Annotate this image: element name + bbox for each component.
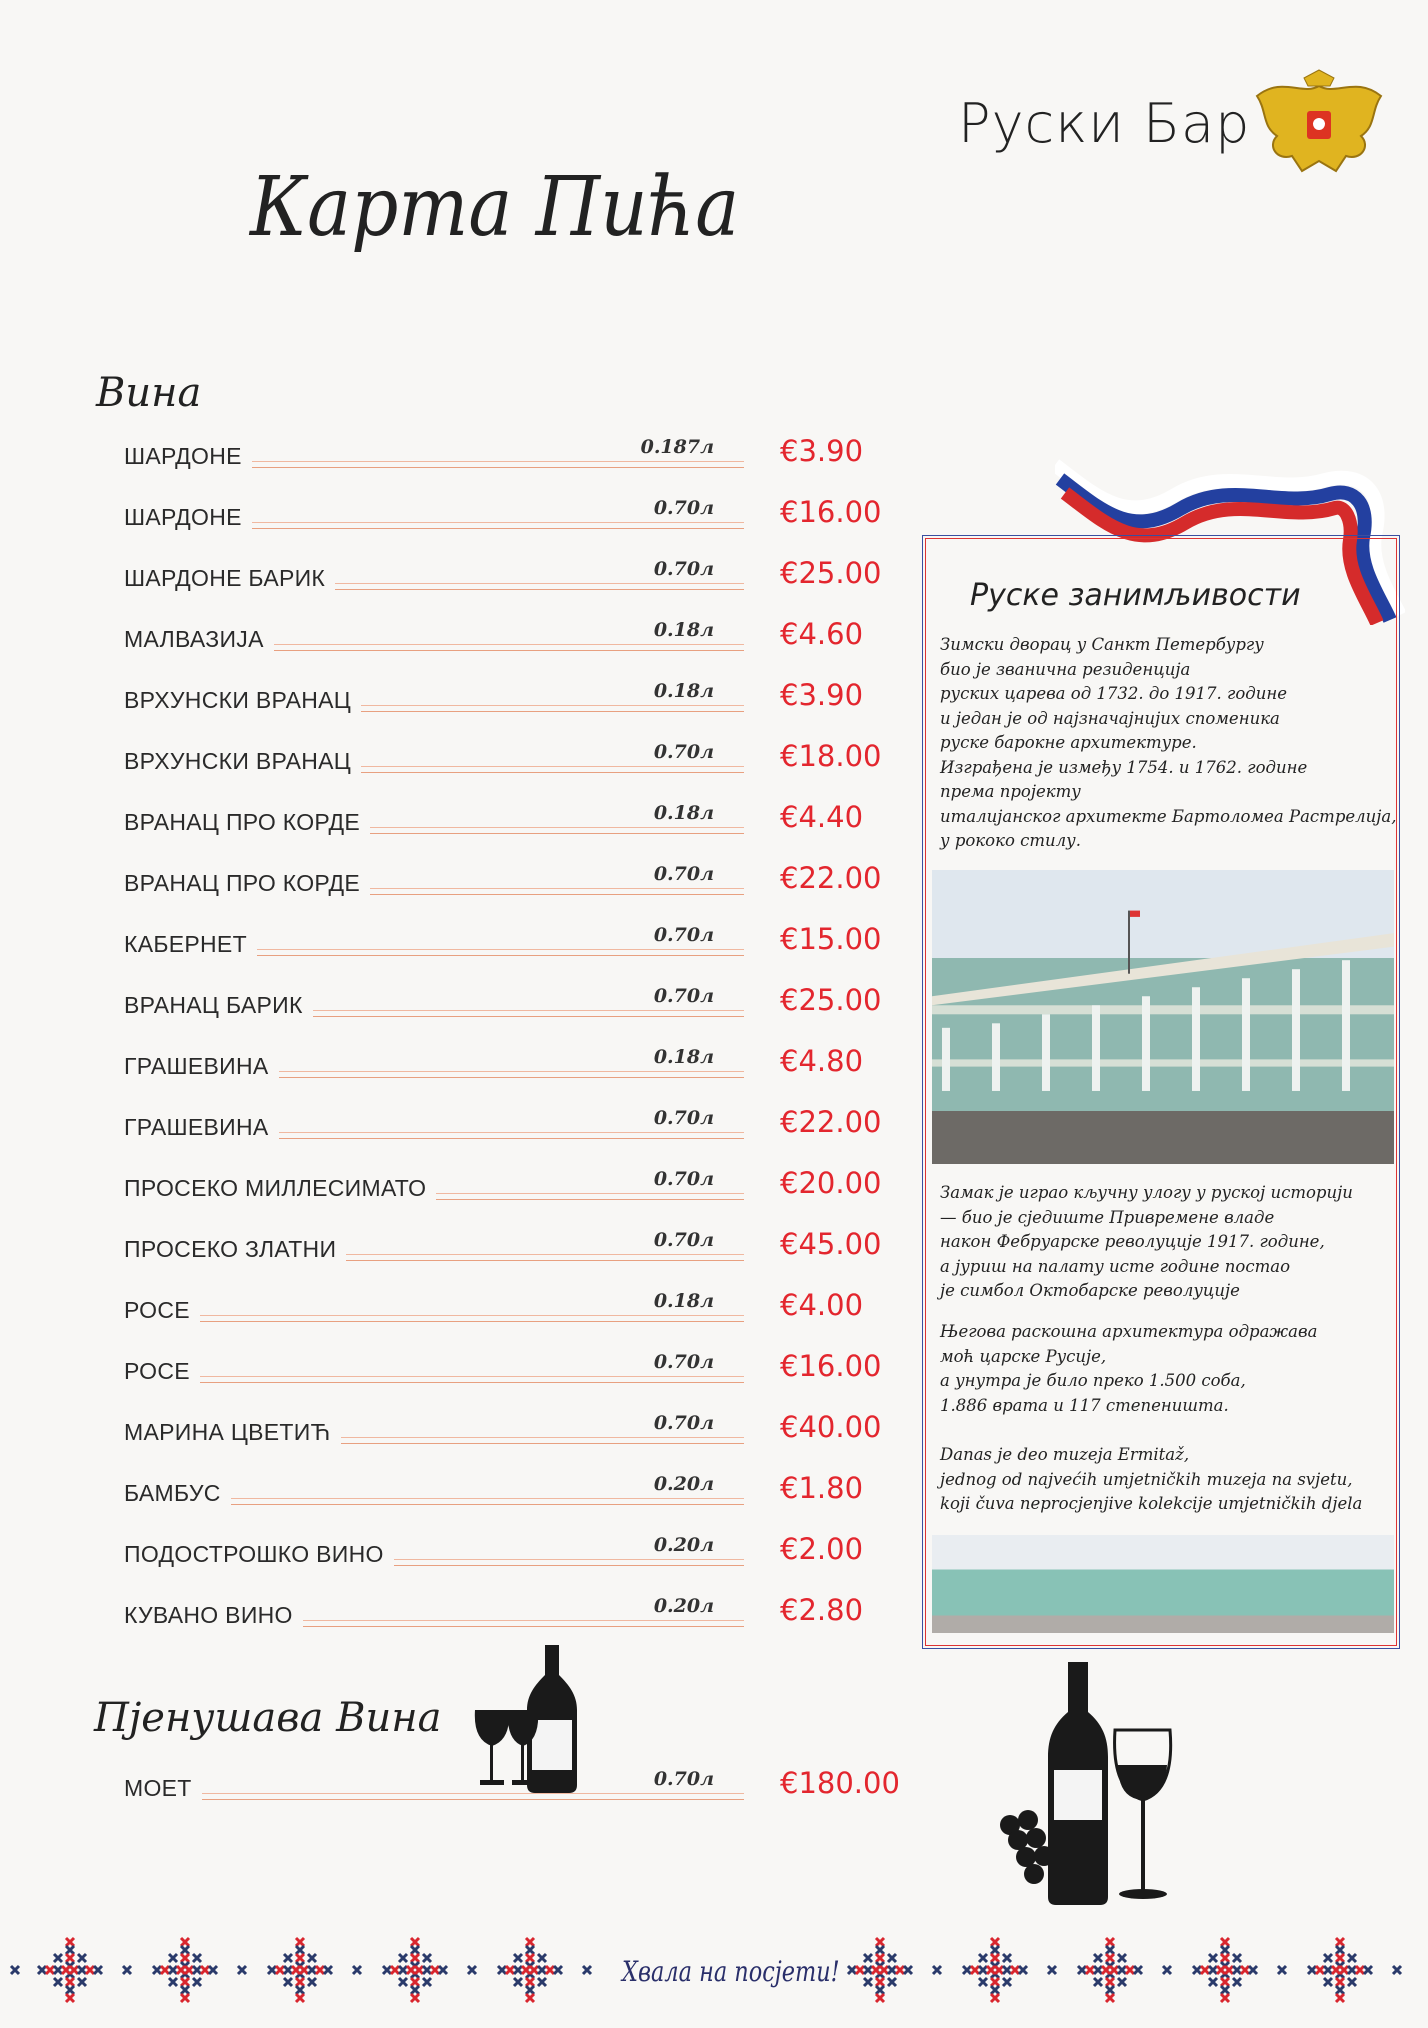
panel-text-line: Зимски дворац у Санкт Петербургу <box>940 635 1264 654</box>
dotted-leader-line <box>335 583 744 590</box>
item-price: €25.00 <box>780 556 882 590</box>
item-price: €22.00 <box>780 861 882 895</box>
item-name: ВРХУНСКИ ВРАНАЦ <box>124 687 352 713</box>
item-volume: 0.70л <box>653 1351 714 1373</box>
panel-title: Руске занимљивости <box>970 578 1301 613</box>
menu-item-row <box>124 733 904 783</box>
dotted-leader-line <box>370 888 744 895</box>
panel-text-line: руске барокне архитектуре. <box>940 733 1197 752</box>
menu-item-row <box>124 916 904 966</box>
item-price: €4.00 <box>780 1288 864 1322</box>
menu-item-row <box>124 672 904 722</box>
panel-text-line: је симбол Октобарске револуције <box>940 1281 1240 1300</box>
panel-text-line: био је званична резиденција <box>940 659 1191 679</box>
item-price: €22.00 <box>780 1105 882 1139</box>
item-price: €16.00 <box>780 495 882 529</box>
item-volume: 0.18л <box>653 680 714 702</box>
panel-text-line: 1.886 врата и 117 степеништа. <box>940 1395 1229 1415</box>
menu-item-row <box>124 1526 904 1576</box>
item-volume: 0.20л <box>653 1595 714 1617</box>
item-name: МАЛВАЗИЈА <box>124 626 264 652</box>
item-price: €3.90 <box>780 434 864 468</box>
item-price: €15.00 <box>780 922 882 956</box>
item-volume: 0.70л <box>653 497 714 519</box>
embroidery-motif <box>963 1938 1056 2002</box>
item-volume: 0.18л <box>653 802 714 824</box>
panel-text-line: Замак је играо кључну улогу у руској историји <box>940 1183 1353 1202</box>
item-volume: 0.70л <box>653 863 714 885</box>
menu-item-row <box>124 1465 904 1515</box>
panel-text-line: моћ царске Русије, <box>940 1346 1107 1366</box>
menu-title: Карта Пића <box>250 160 740 255</box>
item-volume: 0.20л <box>653 1473 714 1495</box>
item-name: МОЕТ <box>124 1775 192 1801</box>
russian-coat-of-arms-icon <box>1252 66 1386 184</box>
hermitage-photo <box>932 1535 1394 1633</box>
item-volume: 0.70л <box>653 985 714 1007</box>
panel-text-line: и један је од најзначајнијих споменика <box>940 708 1280 728</box>
panel-text-line: koji čuva neprocjenjive kolekcije umjetničkih djela <box>940 1494 1363 1513</box>
item-name: КУВАНО ВИНО <box>124 1602 293 1628</box>
embroidery-motif <box>153 1938 246 2002</box>
menu-item-row <box>124 1038 904 1088</box>
menu-item-row <box>124 1282 904 1332</box>
item-name: ПРОСЕКО ЗЛАТНИ <box>124 1236 337 1262</box>
panel-text-line: а јуриш на палату исте године постао <box>940 1256 1291 1276</box>
item-volume: 0.70л <box>653 1107 714 1129</box>
winter-palace-photo <box>932 870 1394 1164</box>
item-name: ВРАНАЦ ПРО КОРДЕ <box>124 870 361 896</box>
dotted-leader-line <box>436 1193 744 1200</box>
item-name: ГРАШЕВИНА <box>124 1114 269 1140</box>
item-volume: 0.70л <box>653 1412 714 1434</box>
item-name: ВРАНАЦ БАРИК <box>124 992 303 1018</box>
dotted-leader-line <box>361 705 744 712</box>
item-name: ГРАШЕВИНА <box>124 1053 269 1079</box>
item-volume: 0.70л <box>653 1229 714 1251</box>
embroidery-motif <box>498 1938 591 2002</box>
item-name: МАРИНА ЦВЕТИЋ <box>124 1419 331 1445</box>
menu-item-row <box>124 1099 904 1149</box>
item-volume: 0.70л <box>653 558 714 580</box>
panel-text-line: руских царева од 1732. до 1917. године <box>940 684 1287 703</box>
dotted-leader-line <box>303 1620 744 1627</box>
item-price: €4.60 <box>780 617 864 651</box>
item-name: ШАРДОНЕ <box>124 504 242 530</box>
item-price: €1.80 <box>780 1471 864 1505</box>
item-price: €16.00 <box>780 1349 882 1383</box>
item-price: €4.40 <box>780 800 864 834</box>
item-price: €20.00 <box>780 1166 882 1200</box>
item-name: ПОДОСТРОШКО ВИНО <box>124 1541 384 1567</box>
dotted-leader-line <box>274 644 744 651</box>
panel-text-line: према пројекту <box>940 782 1081 801</box>
item-price: €4.80 <box>780 1044 864 1078</box>
menu-item-row <box>124 1760 904 1810</box>
menu-item-row <box>124 977 904 1027</box>
dotted-leader-line <box>394 1559 744 1566</box>
embroidery-motif <box>383 1938 476 2002</box>
menu-item-row <box>124 1221 904 1271</box>
panel-text-line: у рококо стилу. <box>940 831 1081 850</box>
panel-paragraph-3 <box>940 1320 1317 1418</box>
menu-item-row <box>124 428 904 478</box>
menu-item-row <box>124 1404 904 1454</box>
dotted-leader-line <box>257 949 744 956</box>
dotted-leader-line <box>231 1498 744 1505</box>
item-price: €3.90 <box>780 678 864 712</box>
panel-paragraph-2 <box>940 1181 1353 1304</box>
embroidery-motif <box>848 1938 941 2002</box>
embroidery-motif <box>38 1938 131 2002</box>
bar-name: Руски Бар <box>958 92 1251 155</box>
menu-item-row <box>124 1587 904 1637</box>
item-volume: 0.70л <box>653 741 714 763</box>
wines-section-title: Вина <box>96 370 202 416</box>
panel-text-line: Његова раскошна архитектура одражава <box>940 1322 1318 1341</box>
menu-item-row <box>124 489 904 539</box>
item-price: €25.00 <box>780 983 882 1017</box>
dotted-leader-line <box>346 1254 744 1261</box>
panel-paragraph-1 <box>940 633 1396 854</box>
dotted-leader-line <box>279 1132 744 1139</box>
dotted-leader-line <box>313 1010 744 1017</box>
menu-item-row <box>124 550 904 600</box>
dotted-leader-line <box>370 827 744 834</box>
dotted-leader-line <box>279 1071 744 1078</box>
dotted-leader-line <box>200 1376 744 1383</box>
embroidery-motif <box>1308 1938 1401 2002</box>
panel-paragraph-4 <box>940 1443 1362 1517</box>
item-volume: 0.20л <box>653 1534 714 1556</box>
item-name: РОСЕ <box>124 1297 190 1323</box>
item-name: ВРАНАЦ ПРО КОРДЕ <box>124 809 361 835</box>
sparkling-section-title: Пјенушава Вина <box>94 1695 442 1741</box>
item-price: €18.00 <box>780 739 882 773</box>
dotted-leader-line <box>202 1793 744 1800</box>
dotted-leader-line <box>252 461 744 468</box>
panel-text-line: а унутра је било преко 1.500 соба, <box>940 1371 1246 1390</box>
panel-text-line: Danas je deo muzeja Ermitaž, <box>940 1445 1190 1464</box>
thank-you-message: Хвала на посјети! <box>622 1955 840 1988</box>
item-name: РОСЕ <box>124 1358 190 1384</box>
item-volume: 0.70л <box>653 1768 714 1790</box>
item-price: €180.00 <box>780 1766 900 1800</box>
item-name: БАМБУС <box>124 1480 221 1506</box>
item-volume: 0.18л <box>653 1046 714 1068</box>
panel-text-line: — био је сједиште Привремене владе <box>940 1207 1275 1227</box>
panel-text-line: након Фебруарске револуције 1917. године, <box>940 1232 1325 1251</box>
item-name: ШАРДОНЕ <box>124 443 242 469</box>
wine-bottle-grapes-glass-icon <box>990 1660 1190 1910</box>
item-volume: 0.18л <box>653 1290 714 1312</box>
menu-item-row <box>124 794 904 844</box>
item-name: ВРХУНСКИ ВРАНАЦ <box>124 748 352 774</box>
embroidery-motif <box>1078 1938 1171 2002</box>
item-name: КАБЕРНЕТ <box>124 931 247 957</box>
menu-item-row <box>124 855 904 905</box>
dotted-leader-line <box>361 766 744 773</box>
menu-item-row <box>124 1343 904 1393</box>
panel-text-line: jednog od najvećih umjetničkih muzeja na svjetu, <box>940 1469 1353 1489</box>
item-price: €2.00 <box>780 1532 864 1566</box>
menu-item-row <box>124 1160 904 1210</box>
embroidery-motif <box>1193 1938 1286 2002</box>
item-price: €2.80 <box>780 1593 864 1627</box>
item-name: ШАРДОНЕ БАРИК <box>124 565 326 591</box>
panel-text-line: италијанског архитекте Бартоломеа Растрелија, <box>940 806 1397 826</box>
panel-text-line: Изграђена је између 1754. и 1762. године <box>940 757 1308 777</box>
menu-item-row <box>124 611 904 661</box>
item-name: ПРОСЕКО МИЛЛЕСИМАТО <box>124 1175 427 1201</box>
item-volume: 0.70л <box>653 1168 714 1190</box>
winter-palace-illustration <box>932 870 1394 1164</box>
item-price: €40.00 <box>780 1410 882 1444</box>
item-volume: 0.187л <box>640 436 714 458</box>
item-volume: 0.70л <box>653 924 714 946</box>
dotted-leader-line <box>200 1315 744 1322</box>
dotted-leader-line <box>252 522 744 529</box>
item-price: €45.00 <box>780 1227 882 1261</box>
dotted-leader-line <box>341 1437 744 1444</box>
embroidery-motif <box>268 1938 361 2002</box>
item-volume: 0.18л <box>653 619 714 641</box>
